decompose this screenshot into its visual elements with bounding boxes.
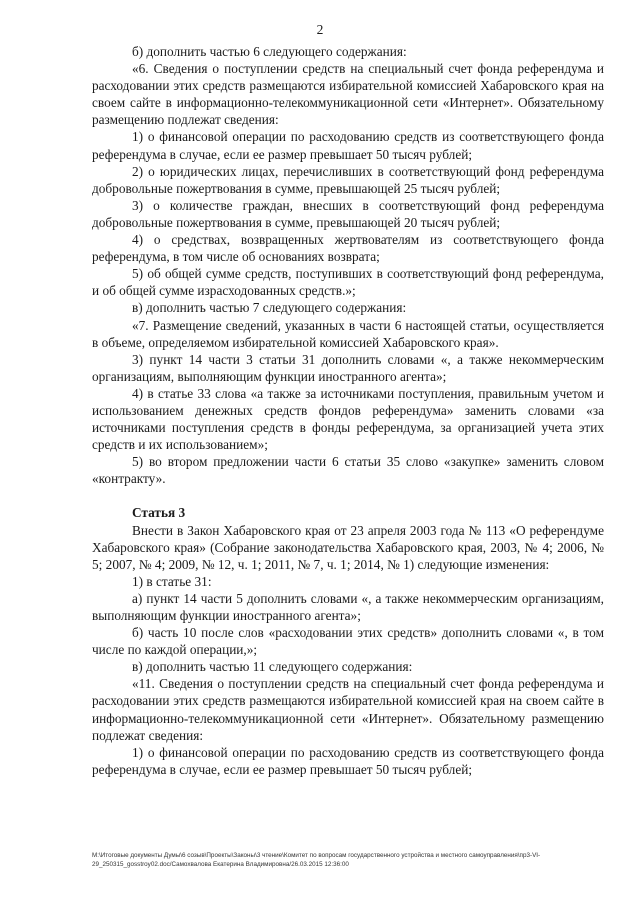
paragraph: 5) об общей сумме средств, поступивших в соответствующий фонд референдума, и об общей сумме израсходованных средств.»; (92, 266, 604, 299)
paragraph: а) пункт 14 части 5 дополнить словами «, а также некоммерческим организациям, выполняющим функции иностранного агента»; (92, 590, 604, 623)
paragraph: «6. Сведения о поступлении средств на специальный счет фонда референдума и расходовании этих средств размещаются избирательной комиссией Хабаровского края на своем сайте в информационно-телекоммуникационной сети «Интернет». Обязательному размещению подлежат сведения: (92, 61, 604, 128)
footer-meta-line: 29_250315_gosstroy02.doc/Самохвалова Екатерина Владимировна/26.03.2015 12:36:00 (92, 860, 349, 868)
paragraph: б) часть 10 после слов «расходовании этих средств» дополнить словами «, в том числе по каждой операции,»; (92, 625, 604, 658)
paragraph: 2) о юридических лицах, перечисливших в соответствующий фонд референдума добровольные пожертвования в сумме, превышающей 25 тысяч рублей; (92, 163, 604, 196)
paragraph: 1) в статье 31: (132, 573, 212, 589)
article-heading: Статья 3 (132, 505, 186, 521)
paragraph: Внести в Закон Хабаровского края от 23 апреля 2003 года № 113 «О референдуме Хабаровского края» (Собрание законодательства Хабаровского края, 2003, № 4; 2006, № 5; 2007, № 4; 2009, № 12, ч. 1; 2011, № 7, ч. 1; 2014, № 1) следующие изменения: (92, 522, 604, 572)
paragraph: 4) о средствах, возвращенных жертвователям из соответствующего фонда референдума, в том числе об основаниях возврата; (92, 232, 604, 265)
paragraph: 4) в статье 33 слова «а также за источниками поступления, правильным учетом и использованием денежных средств фондов референдума» заменить словами «за источниками поступления средств в фонды референдума, за организацией учета этих средств и их использованием»; (92, 385, 604, 453)
footer-path-line: M:\Итоговые документы Думы\6 созыв\Проекты\Законы\3 чтение\Комитет по вопросам государственного устройства и местного самоуправления\пр3-VI- (92, 852, 541, 859)
document-footer (92, 852, 612, 869)
paragraph: в) дополнить частью 7 следующего содержания: (132, 300, 407, 316)
paragraph: 5) во втором предложении части 6 статьи 35 слово «закупке» заменить словом «контракту». (92, 454, 604, 487)
paragraph: «7. Размещение сведений, указанных в части 6 настоящей статьи, осуществляется в объеме, определяемом избирательной комиссией Хабаровского края». (92, 317, 604, 350)
paragraph: 1) о финансовой операции по расходованию средств из соответствующего фонда референдума в случае, если ее размер превышает 50 тысяч рублей; (92, 744, 604, 777)
paragraph: в) дополнить частью 11 следующего содержания: (132, 659, 413, 675)
paragraph: «11. Сведения о поступлении средств на специальный счет фонда референдума и расходовании этих средств размещаются избирательной комиссией края на своем сайте в информационно-телекоммуникационной сети «Интернет». Обязательному размещению подлежат сведения: (92, 676, 604, 743)
paragraph: 3) пункт 14 части 3 статьи 31 дополнить словами «, а также некоммерческим организациям, выполняющим функции иностранного агента»; (92, 351, 604, 384)
document-body (92, 43, 604, 778)
page-number: 2 (316, 22, 324, 37)
paragraph: б) дополнить частью 6 следующего содержания: (132, 44, 407, 59)
paragraph: 3) о количестве граждан, внесших в соответствующий фонд референдума добровольные пожертвования в сумме, превышающей 20 тысяч рублей; (92, 197, 604, 230)
paragraph: 1) о финансовой операции по расходованию средств из соответствующего фонда референдума в случае, если ее размер превышает 50 тысяч рублей; (92, 129, 604, 162)
